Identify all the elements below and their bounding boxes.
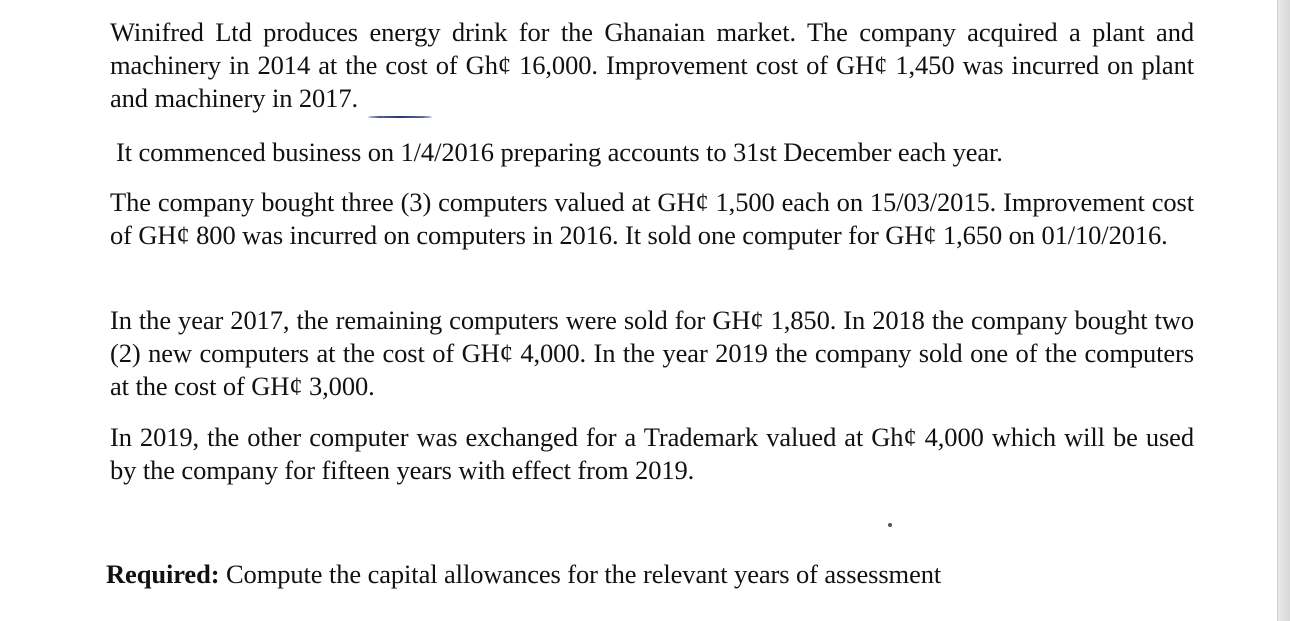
paragraph-trademark: In 2019, the other computer was exchanged for a Trademark valued at Gh¢ 4,000 which will be used by the company for fifteen years with effect from 2019. (110, 422, 1194, 485)
required-label: Required: (106, 559, 220, 589)
required-text: Compute the capital allowances for the relevant years of assessment (219, 559, 942, 589)
paragraph-plant-machinery: Winifred Ltd produces energy drink for the Ghanaian market. The company acquired a plant and machinery in 2014 at the cost of Gh¢ 16,000. Improvement cost of GH¢ 1,450 was incurred on plant and machinery in 2017. (110, 17, 1194, 113)
paragraph-computers-purchase: The company bought three (3) computers valued at GH¢ 1,500 each on 15/03/2015. Improvement cost of GH¢ 800 was incurred on computers in 2016. It sold one computer for GH¢ 1,650 on 01/10/2016. (110, 187, 1194, 250)
page-edge-shadow (1277, 0, 1290, 621)
required-instruction (106, 558, 1194, 591)
stray-ink-dot (888, 523, 892, 527)
paragraph-commencement: It commenced business on 1/4/2016 preparing accounts to 31st December each year. (116, 137, 1003, 167)
paragraph-computers-sales: In the year 2017, the remaining computers were sold for GH¢ 1,850. In 2018 the company bought two (2) new computers at the cost of GH¢ 4,000. In the year 2019 the company sold one of the computers at the cost of GH¢ 3,000. (110, 305, 1194, 401)
handwritten-underline-mark (368, 116, 432, 118)
